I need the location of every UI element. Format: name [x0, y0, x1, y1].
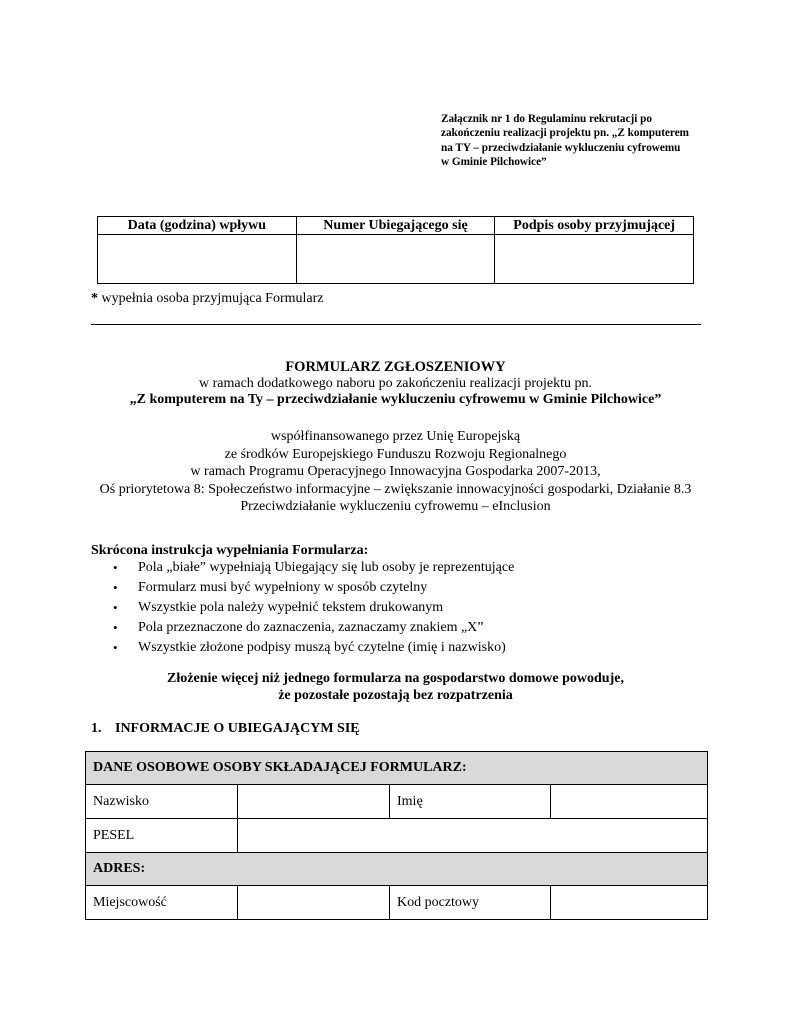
instruction-text: Formularz musi być wypełniony w sposób czytelny: [138, 580, 428, 595]
annex-line: w Gminie Pilchowice”: [441, 155, 547, 168]
city-row: [86, 886, 708, 920]
annex-note: [441, 112, 731, 169]
personal-data-table: [85, 751, 708, 920]
name-row: [86, 785, 708, 819]
instruction-item: [113, 558, 514, 578]
firstname-field[interactable]: [551, 785, 708, 819]
instruction-item: [113, 618, 514, 638]
cofinancing-line: ze środków Europejskiego Funduszu Rozwoju Regionalnego: [224, 446, 567, 462]
intake-value-row: [98, 235, 694, 284]
instruction-text: Pola „białe” wypełniają Ubiegający się lub osoby je reprezentujące: [138, 560, 515, 575]
intake-note: [91, 291, 323, 307]
address-header: ADRES:: [86, 853, 708, 886]
cofinancing-line: współfinansowanego przez Unię Europejską: [270, 429, 521, 444]
instructions-title: Skrócona instrukcja wypełniania Formularza:: [91, 543, 369, 558]
surname-label: Nazwisko: [86, 785, 238, 819]
form-subtitle: w ramach dodatkowego naboru po zakończeniu realizacji projektu pn.: [198, 375, 592, 391]
annex-line: zakończeniu realizacji projektu pn. „Z komputerem: [441, 127, 689, 140]
cofinancing-line: w ramach Programu Operacyjnego Innowacyjna Gospodarka 2007-2013,: [190, 464, 601, 479]
intake-number-header: Numer Ubiegającego się: [296, 217, 495, 235]
warning-note: [60, 670, 731, 704]
bullet-icon: •: [113, 560, 118, 575]
project-name: „Z komputerem na Ty – przeciwdziałanie wykluczeniu cyfrowemu w Gminie Pilchowice”: [129, 392, 662, 407]
bullet-icon: •: [113, 620, 118, 635]
bullet-icon: •: [113, 640, 118, 655]
cofinancing-line: Przeciwdziałanie wykluczeniu cyfrowemu – eInclusion: [240, 499, 551, 514]
city-label: Miejscowość: [86, 886, 238, 920]
postcode-field[interactable]: [551, 886, 708, 920]
cofinancing-line: Oś priorytetowa 8: Społeczeństwo informacyjne – zwiększanie innowacyjności gospodarki, Działanie 8.3: [99, 481, 692, 497]
instruction-item: [113, 598, 514, 618]
intake-signature-header: Podpis osoby przyjmującej: [495, 217, 694, 235]
form-title: FORMULARZ ZGŁOSZENIOWY: [285, 359, 506, 375]
city-field[interactable]: [238, 886, 390, 920]
pesel-field[interactable]: [238, 819, 708, 853]
separator-line: [91, 324, 701, 325]
pesel-row: [86, 819, 708, 853]
personal-data-header: DANE OSOBOWE OSOBY SKŁADAJĄCEJ FORMULARZ:: [86, 752, 708, 785]
section-title: INFORMACJE O UBIEGAJĄCYM SIĘ: [115, 721, 360, 736]
surname-field[interactable]: [238, 785, 390, 819]
intake-date-field[interactable]: [98, 235, 297, 284]
intake-date-header: Data (godzina) wpływu: [98, 217, 297, 235]
cofinancing-block: [60, 428, 731, 516]
intake-table: [97, 216, 694, 284]
postcode-label: Kod pocztowy: [390, 886, 551, 920]
personal-header-row: [86, 752, 708, 785]
instruction-text: Pola przeznaczone do zaznaczenia, zaznaczamy znakiem „X”: [138, 620, 484, 635]
intake-note-text: wypełnia osoba przyjmująca Formularz: [98, 291, 324, 306]
firstname-label: Imię: [390, 785, 551, 819]
instruction-text: Wszystkie złożone podpisy muszą być czytelne (imię i nazwisko): [138, 640, 506, 655]
section-heading: [91, 721, 360, 737]
address-header-row: [86, 853, 708, 886]
instruction-text: Wszystkie pola należy wypełnić tekstem drukowanym: [138, 600, 444, 615]
annex-line: Załącznik nr 1 do Regulaminu rekrutacji po: [441, 113, 652, 125]
pesel-label: PESEL: [86, 819, 238, 853]
section-number: 1.: [91, 721, 102, 736]
instruction-item: [113, 638, 514, 658]
warning-line: że pozostałe pozostają bez rozpatrzenia: [278, 688, 513, 703]
asterisk-mark: *: [91, 291, 98, 306]
intake-signature-field[interactable]: [495, 235, 694, 284]
bullet-icon: •: [113, 600, 118, 615]
intake-number-field[interactable]: [296, 235, 495, 284]
instructions-list: [113, 558, 514, 658]
bullet-icon: •: [113, 580, 118, 595]
annex-line: na TY – przeciwdziałanie wykluczeniu cyfrowemu: [441, 141, 681, 154]
intake-header-row: [98, 217, 694, 235]
form-title-block: [60, 359, 731, 409]
instruction-item: [113, 578, 514, 598]
warning-line: Złożenie więcej niż jednego formularza na gospodarstwo domowe powoduje,: [167, 671, 624, 686]
